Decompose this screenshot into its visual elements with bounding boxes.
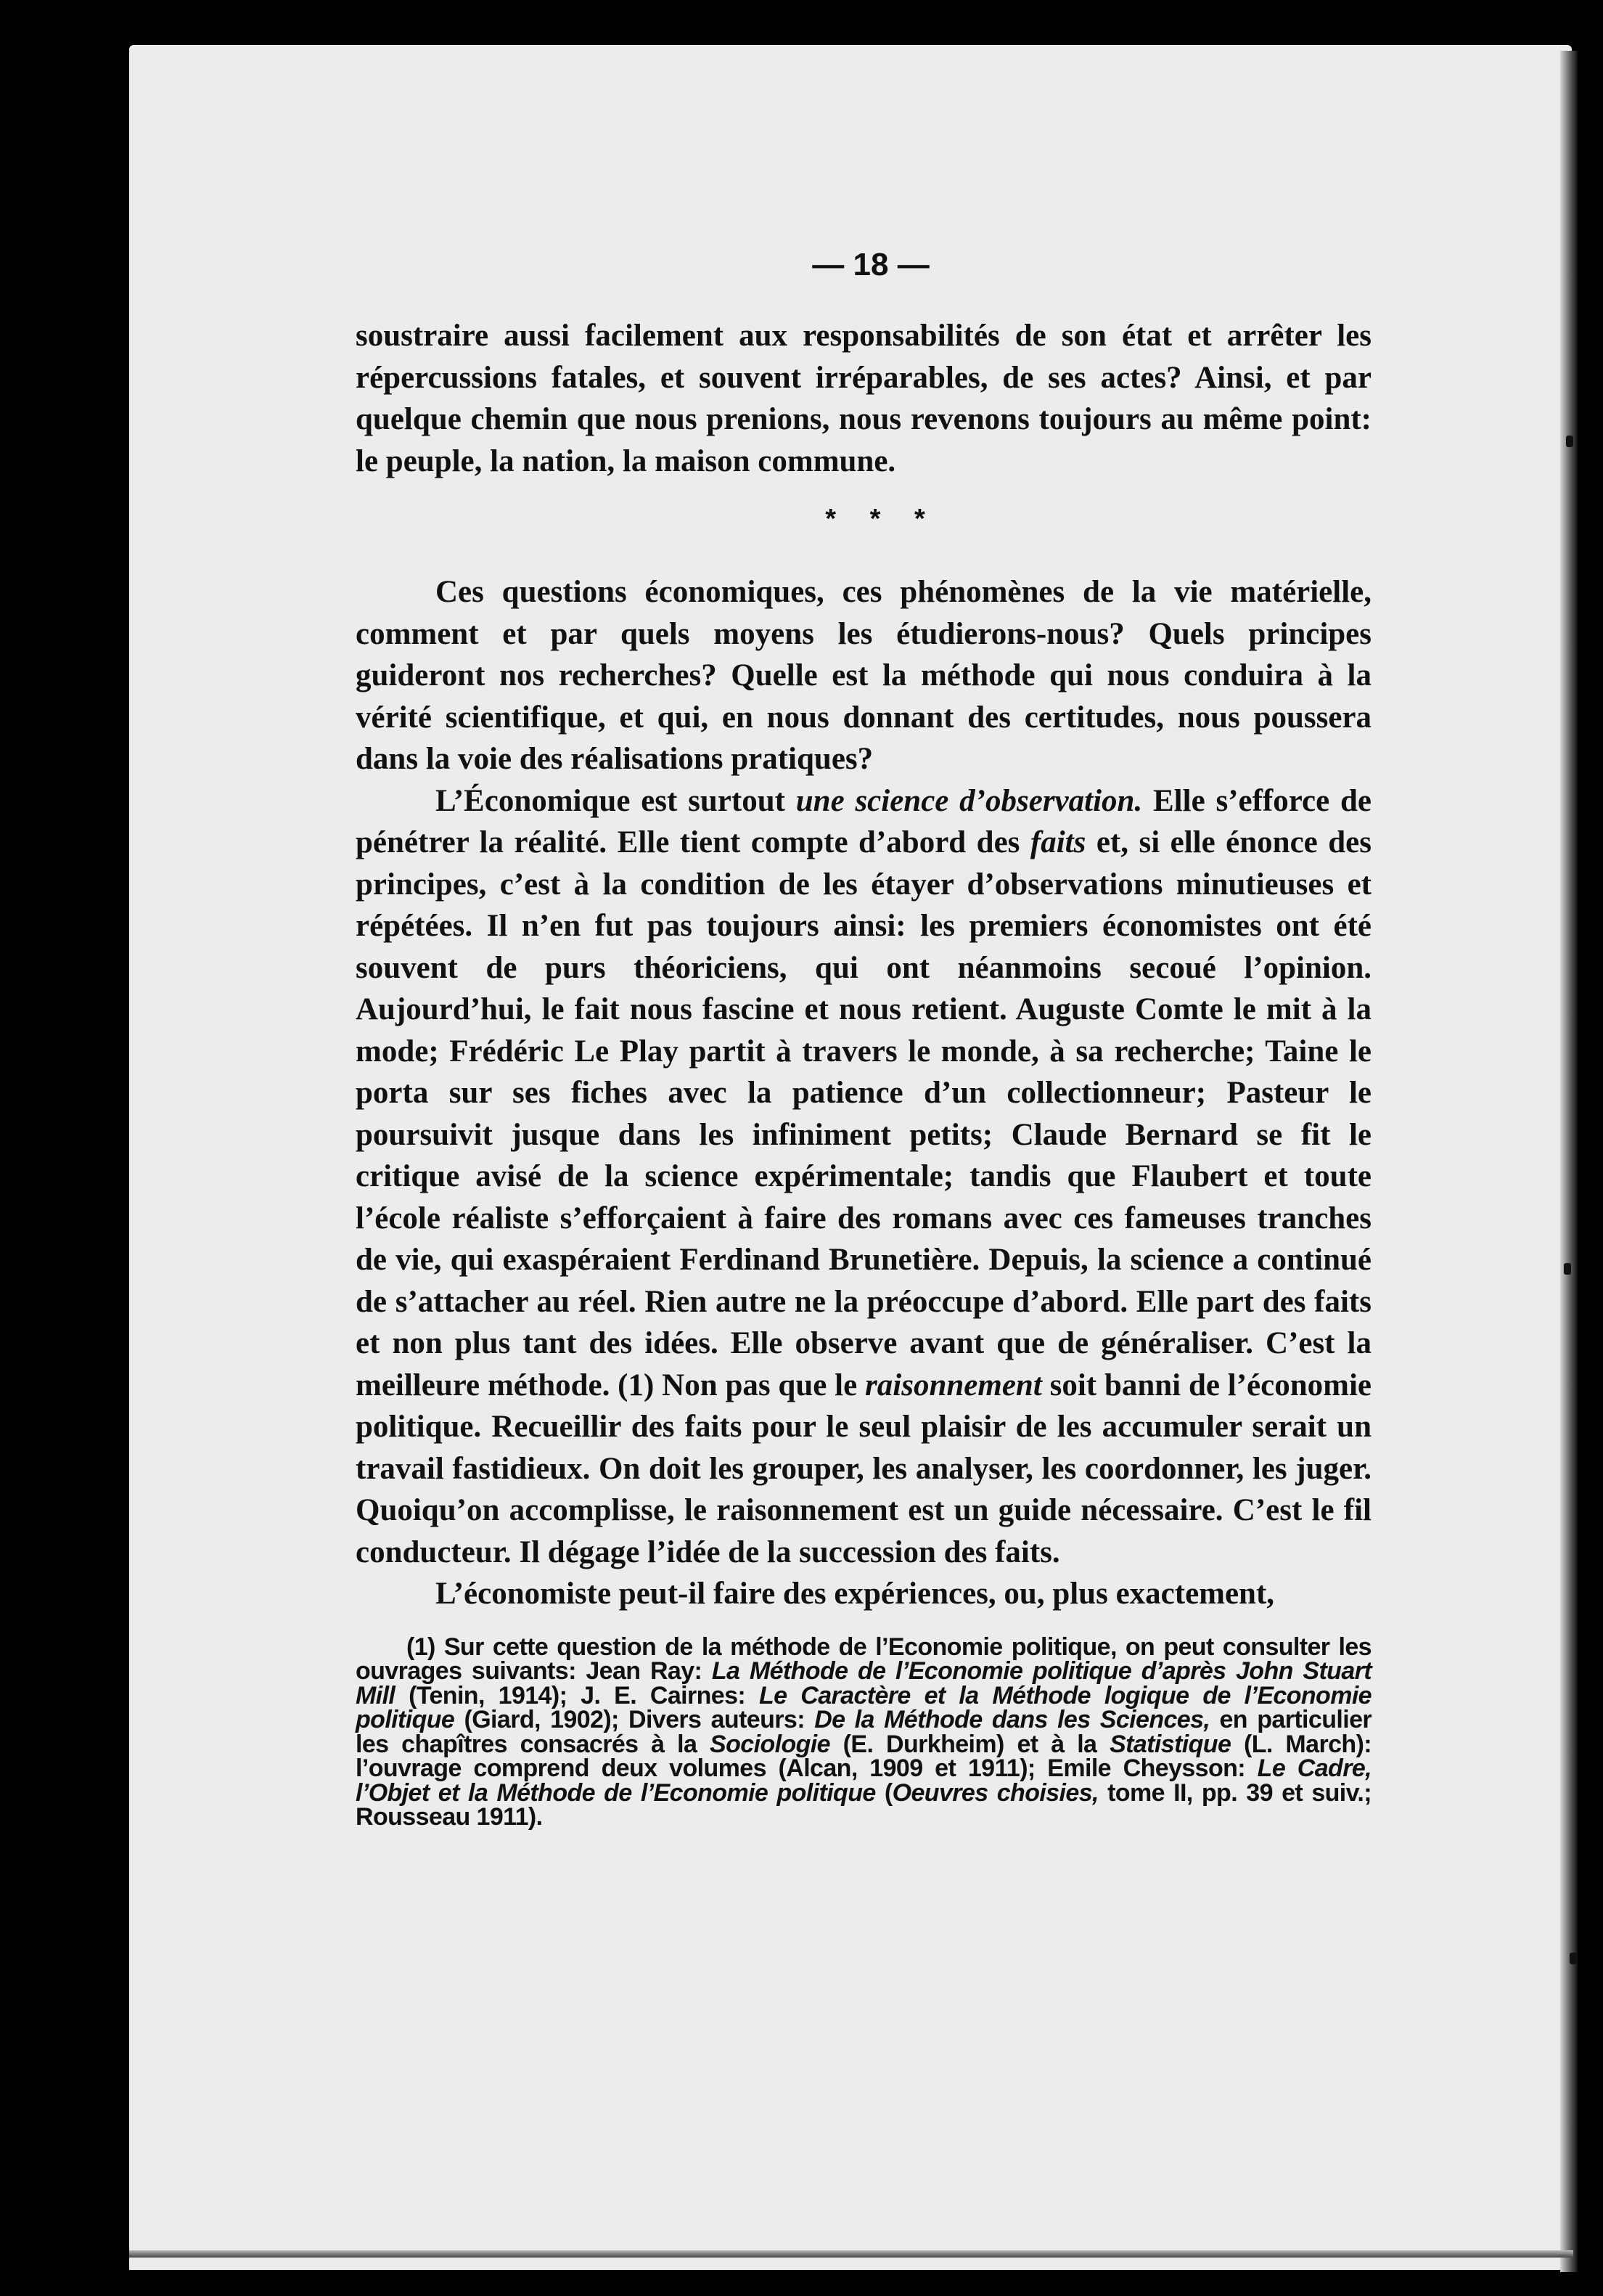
italic-run: Le Cadre, l’Objet et la Méthode de l’Economie politique — [356, 1754, 1372, 1807]
italic-run: une science d’observation. — [795, 783, 1143, 818]
text-run: tome II, pp. 39 et suiv.; Rousseau 1911). — [356, 1778, 1372, 1831]
text-run: (Giard, 1902); Divers auteurs: — [454, 1706, 815, 1733]
text-run: (L. March): l’ouvrage comprend deux volumes (Alcan, 1909 et 1911); Emile Cheysson: — [356, 1730, 1372, 1782]
scan-speck — [1570, 1953, 1577, 1964]
text-run: (E. Durkheim) et à la — [829, 1730, 1110, 1758]
text-run: (1) Sur cette question de la méthode de l’Economie politique, on peut consulter les ouvrages suivants: Jean Ray: — [356, 1633, 1372, 1685]
italic-run: La Méthode de l’Economie politique d’après John Stuart Mill — [356, 1657, 1372, 1709]
paragraph-economique — [356, 780, 1372, 1574]
text-run: ( — [875, 1778, 893, 1807]
text-run: (Tenin, 1914); J. E. Cairnes: — [395, 1681, 759, 1709]
scan-speck — [1566, 436, 1573, 447]
italic-run: Sociologie — [710, 1730, 830, 1758]
page-number: — 18 — — [812, 247, 930, 282]
italic-run: Statistique — [1110, 1730, 1231, 1758]
text-run: L’Économique est surtout — [435, 783, 796, 818]
scan-speck — [1564, 1263, 1571, 1275]
italic-run: De la Méthode dans les Sciences, — [814, 1706, 1210, 1733]
paragraph-economiste: L’économiste peut-il faire des expériences, ou, plus exactement, — [435, 1577, 1275, 1611]
page-text — [356, 247, 1372, 1830]
italic-run: Le Caractère et la Méthode logique de l’Economie politique — [356, 1681, 1372, 1733]
text-run: Elle s’efforce de pénétrer la réalité. Elle tient compte d’abord des — [356, 783, 1372, 859]
footnote — [356, 1635, 1372, 1830]
italic-run: Oeuvres choisies, — [892, 1778, 1099, 1807]
section-separator: * * * — [825, 504, 938, 534]
text-run: soit banni de l’économie politique. Recueillir des faits pour le seul plaisir de les accumuler serait un travail fastidieux. On doit les grouper, les analyser, les coordonner, les juger. Quoiqu’on accomplisse, le raisonnement est un guide nécessaire. C’est le fil conducteur. Il dégage l’idée de la succession des faits. — [356, 1368, 1372, 1569]
page-bottom-edge — [129, 2250, 1573, 2258]
paragraph-questions: Ces questions économiques, ces phénomènes de la vie matérielle, comment et par quels moyens les étudierons-nous? Quels principes guideront nos recherches? Quelle est la méthode qui nous conduira à la vérité scientifique, et qui, en nous donnant des certitudes, nous poussera dans la voie des réalisations pratiques? — [356, 575, 1372, 776]
italic-run: raisonnement — [865, 1368, 1042, 1402]
italic-run: faits — [1030, 825, 1086, 859]
text-run: et, si elle énonce des principes, c’est à la condition de les étayer d’observations minutieuses et répétées. Il n’en fut pas toujours ainsi: les premiers économistes ont été souvent de purs théoriciens, qui ont néanmoins secoué l’opinion. Aujourd’hui, le fait nous fascine et nous retient. Auguste Comte le mit à la mode; Frédéric Le Play partit à travers le monde, à sa recherche; Taine le porta sur ses fiches avec la patience d’un collectionneur; Pasteur le poursuivit jusque dans les infiniment petits; Claude Bernard se fit le critique avisé de la science expérimentale; tandis que Flaubert et toute l’école réaliste s’efforçaient à faire des romans avec ces fameuses tranches de vie, qui exaspéraient Ferdinand Brunetière. Depuis, la science a continué de s’attacher au réel. Rien autre ne la préoccupe d’abord. Elle part des faits et non plus tant des idées. Elle observe avant que de généraliser. C’est la meilleure méthode. (1) Non pas que le — [356, 825, 1372, 1402]
paragraph-continuation: soustraire aussi facilement aux responsabilités de son état et arrêter les répercussions fatales, et souvent irréparables, de ses actes? Ainsi, et par quelque chemin que nous prenions, nous revenons toujours au même point: le peuple, la nation, la maison commune. — [356, 319, 1372, 478]
text-run: en particulier les chapîtres consacrés à la — [356, 1706, 1372, 1758]
page-edge-shadow — [1560, 51, 1578, 2272]
